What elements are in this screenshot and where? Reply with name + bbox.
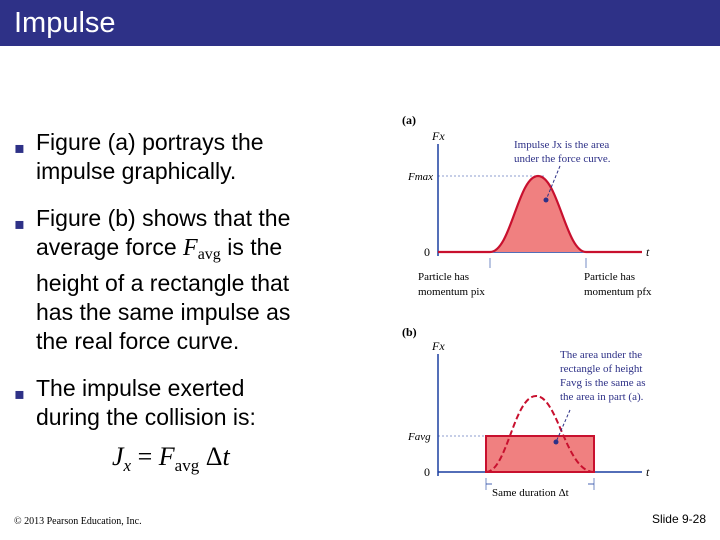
- bullet-text: has the same impulse as: [36, 299, 291, 325]
- bullet-text: Figure (b) shows that the: [36, 205, 291, 231]
- bullet-text: the real force curve.: [36, 328, 240, 354]
- figure-a-left-text2: momentum pix: [418, 286, 485, 298]
- copyright-text: © 2013 Pearson Education, Inc.: [14, 516, 142, 527]
- figure-a-pointer-dot: [544, 198, 549, 203]
- eq-avg-subscript: avg: [174, 456, 200, 475]
- figure-b-annotation-line3: Favg is the same as: [560, 377, 646, 389]
- figure-a-y-axis-label: Fx: [432, 129, 445, 143]
- figure-b-annotation-line4: the area in part (a).: [560, 391, 644, 403]
- eq-F: F: [158, 442, 175, 471]
- figure-a-zero-label: 0: [424, 245, 430, 259]
- figure-a-annotation-line1: Impulse Jx is the area: [514, 139, 610, 151]
- bullet-text: impulse graphically.: [36, 158, 237, 184]
- figure-a-right-text2: momentum pfx: [584, 286, 652, 298]
- eq-equals: =: [131, 442, 159, 471]
- force-symbol: F: [183, 235, 198, 261]
- figure-a-fmax-label: Fmax: [408, 171, 434, 183]
- figure-a-right-text1: Particle has: [584, 271, 636, 283]
- bullet-text: during the collision is:: [36, 404, 256, 430]
- bullet-marker-icon: ▪: [14, 138, 25, 157]
- figure-a: [402, 113, 652, 298]
- slide-title: Impulse: [14, 7, 116, 39]
- figure-b-pointer-dot: [554, 440, 559, 445]
- bullet-item: [14, 128, 334, 186]
- figure-a-t-label: t: [646, 245, 650, 259]
- impulse-equation: [112, 442, 230, 476]
- figure-b-average-rectangle: [486, 436, 594, 472]
- bullet-text: height of a rectangle that: [36, 270, 290, 296]
- figure-b-t-label: t: [646, 465, 650, 479]
- eq-t: t: [222, 442, 230, 471]
- bullet-list: [14, 128, 334, 450]
- bullet-marker-icon: ▪: [14, 214, 25, 233]
- bullet-text: average force: [36, 234, 184, 260]
- figure-b-zero-label: 0: [424, 465, 430, 479]
- figure-b: [402, 325, 650, 499]
- figure-a-annotation-line2: under the force curve.: [514, 153, 611, 165]
- figure-b-duration-label: Same duration Δt: [492, 487, 569, 499]
- figure-a-label: (a): [402, 113, 416, 127]
- eq-x-subscript: x: [123, 456, 132, 475]
- figure-b-label: (b): [402, 325, 417, 339]
- eq-J: J: [112, 442, 124, 471]
- bullet-text: Figure (a) portrays the: [36, 129, 264, 155]
- bullet-text: is the: [220, 234, 283, 260]
- bullet-marker-icon: ▪: [14, 384, 25, 403]
- title-bar: [0, 0, 720, 46]
- eq-delta: Δ: [199, 442, 223, 471]
- bullet-item: [14, 374, 334, 432]
- figure-a-left-text1: Particle has: [418, 271, 470, 283]
- bullet-text: The impulse exerted: [36, 375, 245, 401]
- slide-number: Slide 9-28: [651, 512, 706, 526]
- avg-subscript: avg: [197, 246, 221, 263]
- impulse-figure: [396, 108, 706, 503]
- bullet-item: [14, 204, 334, 356]
- figure-b-annotation-line2: rectangle of height: [560, 363, 643, 375]
- figure-b-favg-label: Favg: [408, 431, 431, 443]
- figure-b-y-axis-label: Fx: [432, 339, 445, 353]
- figure-b-annotation-line1: The area under the: [560, 349, 643, 361]
